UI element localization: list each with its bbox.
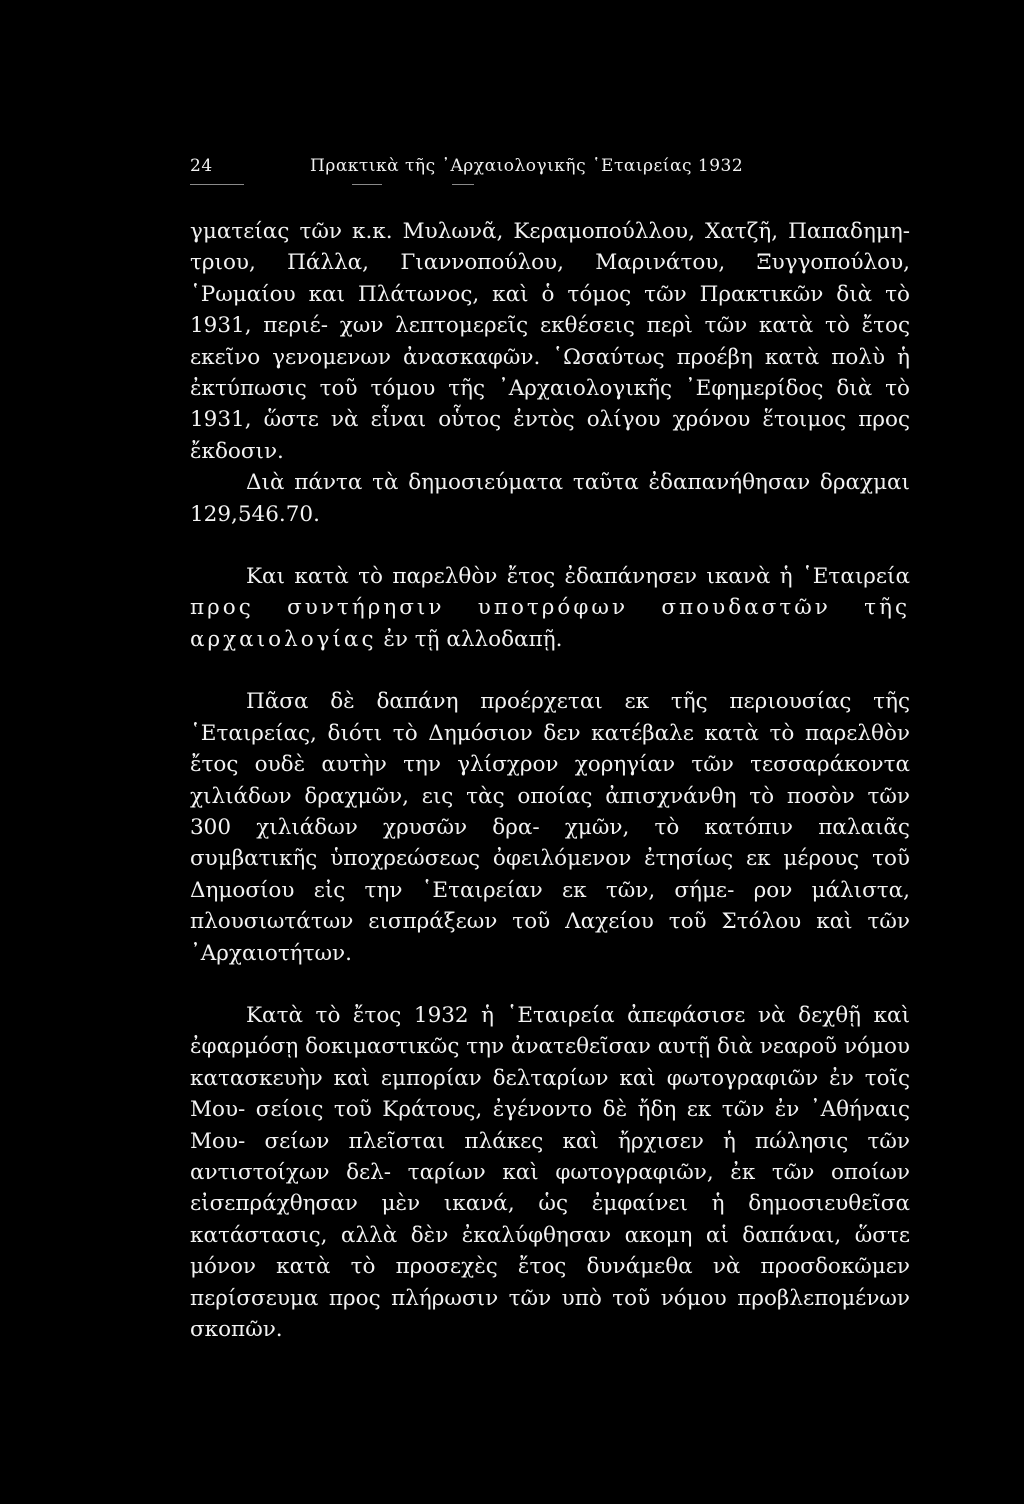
text-line: ἀνασκαφῶν. ῾Ωσαύτως προέβη κατὰ πολὺ ἡ ἐκτύπωσις τοῦ τόμου xyxy=(190,344,910,402)
paragraph-publications xyxy=(190,216,910,467)
paragraph-funding xyxy=(190,686,910,969)
header-rule xyxy=(452,184,474,185)
text-line: καὶ τῶν ᾿Αρχαιοτήτων. xyxy=(190,909,911,966)
text-line: ακομη αἱ δαπάναι, ὥστε μόνον κατὰ τὸ προσεχὲς ἔτος δυνάμεθα xyxy=(190,1222,910,1280)
header-rule xyxy=(190,184,244,185)
text-line: ταρίων καὶ φωτογραφιῶν, ἐκ τῶν οποίων εἰσεπράχθησαν μὲν ικανά, xyxy=(190,1159,911,1217)
text-line: τῆς ᾿Αρχαιολογικῆς ᾿Εφημερίδος διὰ τὸ 1931, ὥστε νὰ εἶναι οὗτος xyxy=(190,376,910,433)
text-line: προβλεπομένων σκοπῶν. xyxy=(190,1285,910,1342)
text-line: διότι τὸ Δημόσιον δεν κατέβαλε κατὰ τὸ παρελθὸν ἔτος ουδὲ αυτὴν xyxy=(190,720,910,778)
text-line: ρον μάλιστα, πλουσιωτάτων εισπράξεων τοῦ Λαχείου τοῦ Στόλου xyxy=(190,877,910,935)
text-line: ὡς ἐμφαίνει ἡ δημοσιευθεῖσα κατάστασις, αλλὰ δὲν ἐκαλύφθησαν xyxy=(190,1191,910,1248)
text-line: ἐν τῇ αλλοδαπῇ. xyxy=(383,626,563,652)
running-title: Πρακτικὰ τῆς ᾿Αρχαιολογικῆς ῾Εταιρείας 1932 xyxy=(310,156,744,176)
text-line: χων λεπτομερεῖς εκθέσεις περὶ τῶν κατὰ τὸ ἔτος εκεῖνο γενομενων xyxy=(190,313,910,370)
text-line: τριου, Πάλλα, Γιαννοπούλου, Μαρινάτου, Ξυγγοπούλου, ῾Ρωμαίου xyxy=(190,250,910,307)
text-line: ἐντὸς ολίγου χρόνου ἕτοιμος προς ἔκδοσιν. xyxy=(190,407,910,464)
text-line: σείοις τοῦ Κράτους, ἐγένοντο δὲ ἤδη εκ τῶν ἐν ᾿Αθήναις Μου- xyxy=(190,1097,910,1154)
text-line: Πᾶσα δὲ δαπάνη προέρχεται εκ τῆς περιουσίας τῆς ῾Εταιρείας, xyxy=(190,689,910,746)
paragraph-postcards xyxy=(190,1000,910,1345)
text-line: Και κατὰ τὸ παρελθὸν ἔτος ἐδαπάνησεν ικανὰ ἡ ῾Εταιρεία xyxy=(246,564,910,590)
text-line: τὰς οποίας ἀπισχνάνθη τὸ ποσὸν τῶν 300 χιλιάδων χρυσῶν δρα- xyxy=(190,783,910,840)
text-line: και Πλάτωνος, καὶ ὁ τόμος τῶν Πρακτικῶν διὰ τὸ 1931, περιέ- xyxy=(190,281,910,339)
text-line: ἐφαρμόσῃ δοκιμαστικῶς την ἀνατεθεῖσαν αυτῇ διὰ νεαροῦ νόμου xyxy=(190,1034,910,1060)
text-line: προς συντήρησιν υποτρόφων σπουδαστῶν τῆς αρχαιολογίας xyxy=(190,595,910,652)
paragraph-scholarships xyxy=(190,561,910,655)
text-line: κατασκευὴν καὶ εμπορίαν δελταρίων καὶ φωτογραφιῶν ἐν τοῖς Μου- xyxy=(190,1065,910,1123)
document-page xyxy=(190,150,910,1345)
paragraph-expenses xyxy=(190,467,910,530)
text-line: χμῶν, τὸ κατόπιν παλαιᾶς συμβατικῆς ὑποχρεώσεως ὀφειλόμενον xyxy=(190,814,910,872)
text-line: γματείας τῶν κ.κ. Μυλωνᾶ, Κεραμοπούλλου, Χατζῆ, Παπαδημη- xyxy=(190,219,910,244)
page-header xyxy=(190,150,910,180)
body-text xyxy=(190,216,910,1345)
text-line: Κατὰ τὸ ἔτος 1932 ἡ ῾Εταιρεία ἀπεφάσισε νὰ δεχθῇ καὶ xyxy=(246,1002,910,1028)
text-line: ἐτησίως εκ μέρους τοῦ Δημοσίου εἰς την ῾Εταιρείαν εκ τῶν, σήμε- xyxy=(190,846,910,903)
page-number: 24 xyxy=(190,156,213,176)
text-line: Διὰ πάντα τὰ δημοσιεύματα ταῦτα ἐδαπανήθησαν δραχμαι xyxy=(246,470,910,496)
text-line: την γλίσχρον χορηγίαν τῶν τεσσαράκοντα χιλιάδων δραχμῶν, εις xyxy=(190,752,911,809)
header-rule xyxy=(352,184,382,185)
text-line: 129,546.70. xyxy=(190,501,320,527)
text-line: σείων πλεῖσται πλάκες καὶ ἤρχισεν ἡ πώλησις τῶν αντιστοίχων δελ- xyxy=(190,1128,910,1185)
text-line: νὰ προσδοκῶμεν περίσσευμα προς πλήρωσιν τῶν υπὸ τοῦ νόμου xyxy=(190,1254,910,1311)
